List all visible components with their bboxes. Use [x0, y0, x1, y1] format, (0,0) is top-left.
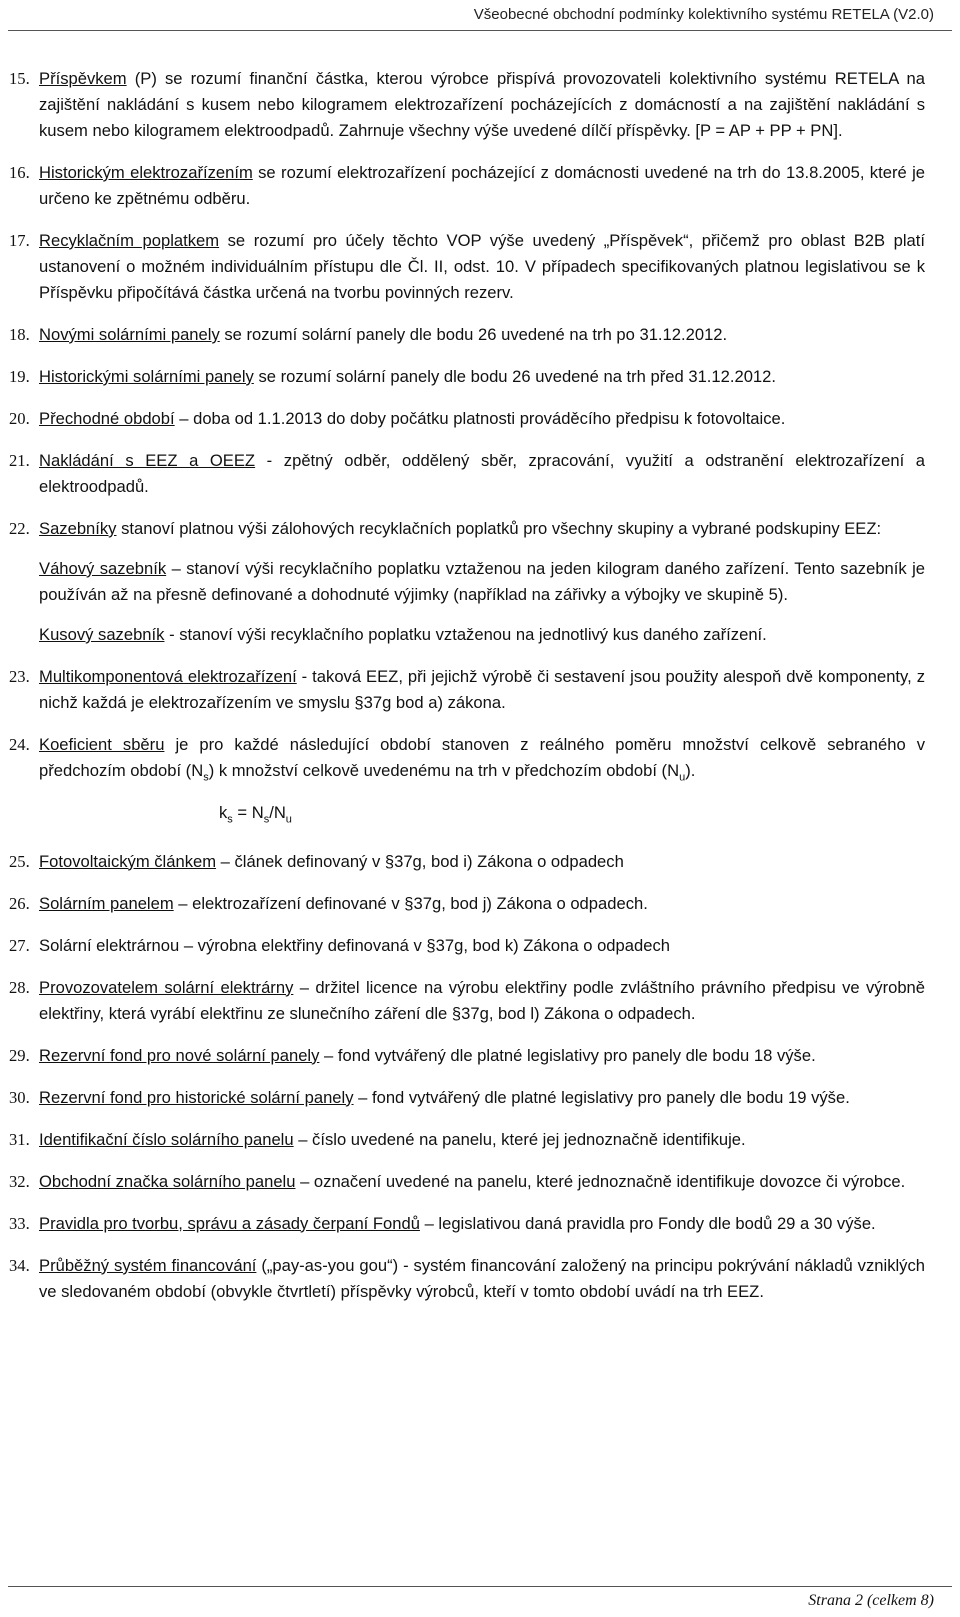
term: Koeficient sběru [39, 735, 165, 754]
term: Multikomponentová elektrozařízení [39, 667, 297, 686]
definition-cont: ) k množství celkově uvedenému na trh v předchozím období (N [208, 761, 680, 780]
definition: („pay-as-you gou“) - systém financování založený na principu pokrývání nákladů vzniklých ve sledovaném období (obvykle čtvrtletí) příspěvky výrobců, kteří v tomto období uvádí na trh EEZ. [39, 1255, 925, 1301]
piece-tariff-paragraph [39, 622, 925, 648]
item-number: 27. [9, 935, 30, 955]
term: Průběžný systém financování [39, 1255, 257, 1275]
definition-item-26 [9, 891, 925, 917]
term: Obchodní značka solárního panelu [39, 1171, 296, 1191]
item-number: 32. [9, 1171, 30, 1191]
definition: – článek definovaný v §37g, bod i) Zákona o odpadech [216, 851, 624, 871]
term: Historickými solárními panely [39, 367, 254, 386]
item-number: 29. [9, 1045, 30, 1065]
definition: – fond vytvářený dle platné legislativy pro panely dle bodu 18 výše. [319, 1045, 816, 1065]
item-number: 20. [9, 409, 30, 428]
term: Přechodné období [39, 409, 175, 428]
subscript: u [679, 771, 686, 784]
subscript: s [203, 771, 209, 784]
item-number: 17. [9, 231, 30, 250]
item-number: 18. [9, 325, 30, 344]
definition-item-19 [9, 364, 925, 390]
definition-end: ). [685, 761, 696, 780]
item-number: 33. [9, 1213, 30, 1233]
definition: – držitel licence na výrobu elektřiny podle zvláštního právního předpisu ve výrobně elektřiny, která vyrábí elektřinu ze slunečního záření dle §37g, bod l) Zákona o odpadech. [39, 977, 926, 1023]
page-footer: Strana 2 (celkem 8) [808, 1592, 934, 1609]
definition-item-23 [9, 664, 925, 716]
definition-item-29 [9, 1043, 925, 1069]
term: Novými solárními panely [39, 325, 220, 344]
item-number: 24. [9, 735, 30, 754]
definition-item-18 [9, 322, 925, 348]
item-number: 19. [9, 367, 30, 386]
definition-item-31 [9, 1127, 925, 1153]
term: Fotovoltaickým článkem [39, 851, 217, 871]
item-number: 25. [9, 851, 30, 871]
item-number: 30. [9, 1087, 30, 1107]
footer-divider [8, 1586, 952, 1587]
item-number: 34. [9, 1255, 30, 1275]
formula: $k_s = N_s/N_u$ [219, 803, 292, 826]
definition-item-24 [9, 732, 925, 833]
definition: – fond vytvářený dle platné legislativy pro panely dle bodu 19 výše. [353, 1087, 850, 1107]
definition: se rozumí elektrozařízení pocházející z domácnosti uvedené na trh do 13.8.2005, které je určeno ke zpětnému odběru. [39, 163, 925, 208]
item-number: 26. [9, 893, 30, 913]
definition: je pro každé následující období stanoven z reálného poměru množství celkově sebraného v předchozím období (N [39, 735, 925, 780]
item-number: 23. [9, 667, 30, 686]
term: Nakládání s EEZ a OEEZ [39, 451, 256, 470]
definition-item-34 [9, 1253, 925, 1305]
definition-item-32 [9, 1169, 925, 1195]
term: Váhový sazebník [39, 559, 167, 578]
item-number: 28. [9, 977, 30, 997]
document-body [9, 66, 925, 1321]
definition: - taková EEZ, při jejichž výrobě či sestavení jsou použity alespoň dvě komponenty, z nichž každá je elektrozařízením ve smyslu §37g bod a) zákona. [39, 667, 925, 712]
weight-tariff-paragraph [39, 556, 925, 608]
definition: Solární elektrárnou – výrobna elektřiny definovaná v §37g, bod k) Zákona o odpadech [39, 935, 670, 955]
definition: – elektrozařízení definované v §37g, bod j) Zákona o odpadech. [173, 893, 648, 913]
definition: stanoví platnou výši zálohových recyklačních poplatků pro všechny skupiny a vybrané podskupiny EEZ: [116, 519, 882, 538]
definition-item-21 [9, 448, 925, 500]
definition-item-28 [9, 975, 925, 1027]
term: Pravidla pro tvorbu, správu a zásady čerpaní Fondů [39, 1213, 420, 1233]
term: Identifikační číslo solárního panelu [39, 1129, 294, 1149]
term: Příspěvkem [39, 69, 127, 88]
definition: - stanoví výši recyklačního poplatku vztaženou na jednotlivý kus daného zařízení. [164, 625, 767, 644]
definition-item-33 [9, 1211, 925, 1237]
item-number: 21. [9, 451, 30, 470]
term: Sazebníky [39, 519, 117, 538]
term: Kusový sazebník [39, 625, 165, 644]
definition-item-30 [9, 1085, 925, 1111]
definition: (P) se rozumí finanční částka, kterou výrobce přispívá provozovateli kolektivního systému RETELA na zajištění nakládání s kusem nebo kilogramem elektrozařízení pocházejících z domácností a na zajištění nakládání s kusem nebo kilogramem elektroodpadů. Zahrnuje všechny výše uvedené dílčí příspěvky. [P = AP + PP + PN]. [39, 69, 925, 140]
definition: – označení uvedené na panelu, které jednoznačně identifikuje dovozce či výrobce. [295, 1171, 906, 1191]
term: Rezervní fond pro nové solární panely [39, 1045, 320, 1065]
definition-item-17 [9, 228, 925, 306]
definition: – číslo uvedené na panelu, které jej jednoznačně identifikuje. [293, 1129, 746, 1149]
definition-item-16 [9, 160, 925, 212]
term: Rezervní fond pro historické solární panely [39, 1087, 354, 1107]
term: Recyklačním poplatkem [39, 231, 220, 250]
header-divider [8, 30, 952, 31]
item-number: 22. [9, 519, 30, 538]
item-number: 16. [9, 163, 30, 182]
definition-item-15 [9, 66, 925, 144]
definition: - zpětný odběr, oddělený sběr, zpracování, využití a odstranění elektrozařízení a elektroodpadů. [39, 451, 925, 496]
definition: se rozumí solární panely dle bodu 26 uvedené na trh před 31.12.2012. [253, 367, 777, 386]
definition-item-25 [9, 849, 925, 875]
definition: – legislativou daná pravidla pro Fondy dle bodů 29 a 30 výše. [419, 1213, 876, 1233]
item-number: 31. [9, 1129, 30, 1149]
definition: – doba od 1.1.2013 do doby počátku platnosti prováděcího předpisu k fotovoltaice. [174, 409, 786, 428]
term: Provozovatelem solární elektrárny [39, 977, 294, 997]
definition-item-27 [9, 933, 925, 959]
definition: – stanoví výši recyklačního poplatku vztaženou na jeden kilogram daného zařízení. Tento sazebník je používán až na přesně definované a dohodnuté výjimky (například na zářivky a výbojky ve skupině 5). [39, 559, 926, 604]
term: Solárním panelem [39, 893, 174, 913]
page-header: Všeobecné obchodní podmínky kolektivního systému RETELA (V2.0) [473, 6, 934, 23]
definition-item-22 [9, 516, 925, 648]
definition-item-20 [9, 406, 925, 432]
definition: se rozumí solární panely dle bodu 26 uvedené na trh po 31.12.2012. [219, 325, 728, 344]
term: Historickým elektrozařízením [39, 163, 253, 182]
definition: se rozumí pro účely těchto VOP výše uvedený „Příspěvek“, přičemž pro oblast B2B platí ustanovení o možném individuálním přístupu dle Čl. II, odst. 10. V případech specifikovaných platnou legislativou se k Příspěvku připočítává částka určená na tvorbu povinných rezerv. [39, 231, 926, 302]
item-number: 15. [9, 69, 30, 88]
